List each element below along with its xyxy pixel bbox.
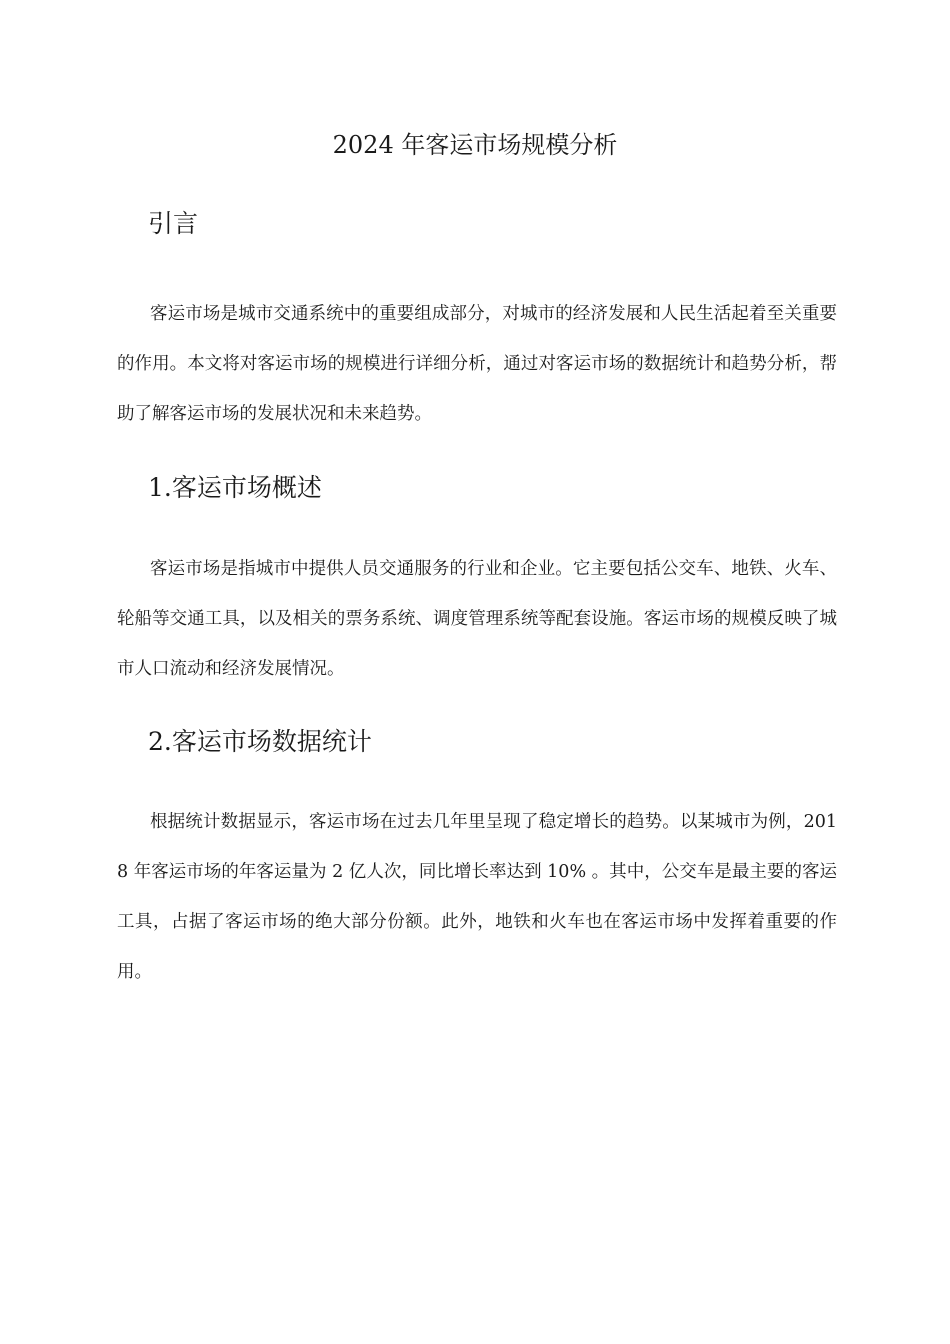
section-body-statistics: 根据统计数据显示，客运市场在过去几年里呈现了稳定增长的趋势。以某城市为例，2018 年客运市场的年客运量为 2 亿人次，同比增长率达到 10% 。其中，公交车是最主要的客运工具，占据了客运市场的绝大部分份额。此外，地铁和火车也在客运市场中发挥着重要的作用。 [117, 812, 837, 982]
section-heading-statistics: 2.客运市场数据统计 [148, 727, 372, 756]
section-body-overview: 客运市场是指城市中提供人员交通服务的行业和企业。它主要包括公交车、地铁、火车、轮船等交通工具，以及相关的票务系统、调度管理系统等配套设施。客运市场的规模反映了城市人口流动和经济发展情况。 [117, 559, 837, 679]
section-heading-overview: 1.客运市场概述 [148, 473, 322, 502]
section-body-introduction: 客运市场是城市交通系统中的重要组成部分，对城市的经济发展和人民生活起着至关重要的作用。本文将对客运市场的规模进行详细分析，通过对客运市场的数据统计和趋势分析，帮助了解客运市场的发展状况和未来趋势。 [117, 304, 837, 424]
document-title: 2024 年客运市场规模分析 [332, 131, 618, 159]
section-heading-introduction: 引言 [148, 209, 199, 238]
